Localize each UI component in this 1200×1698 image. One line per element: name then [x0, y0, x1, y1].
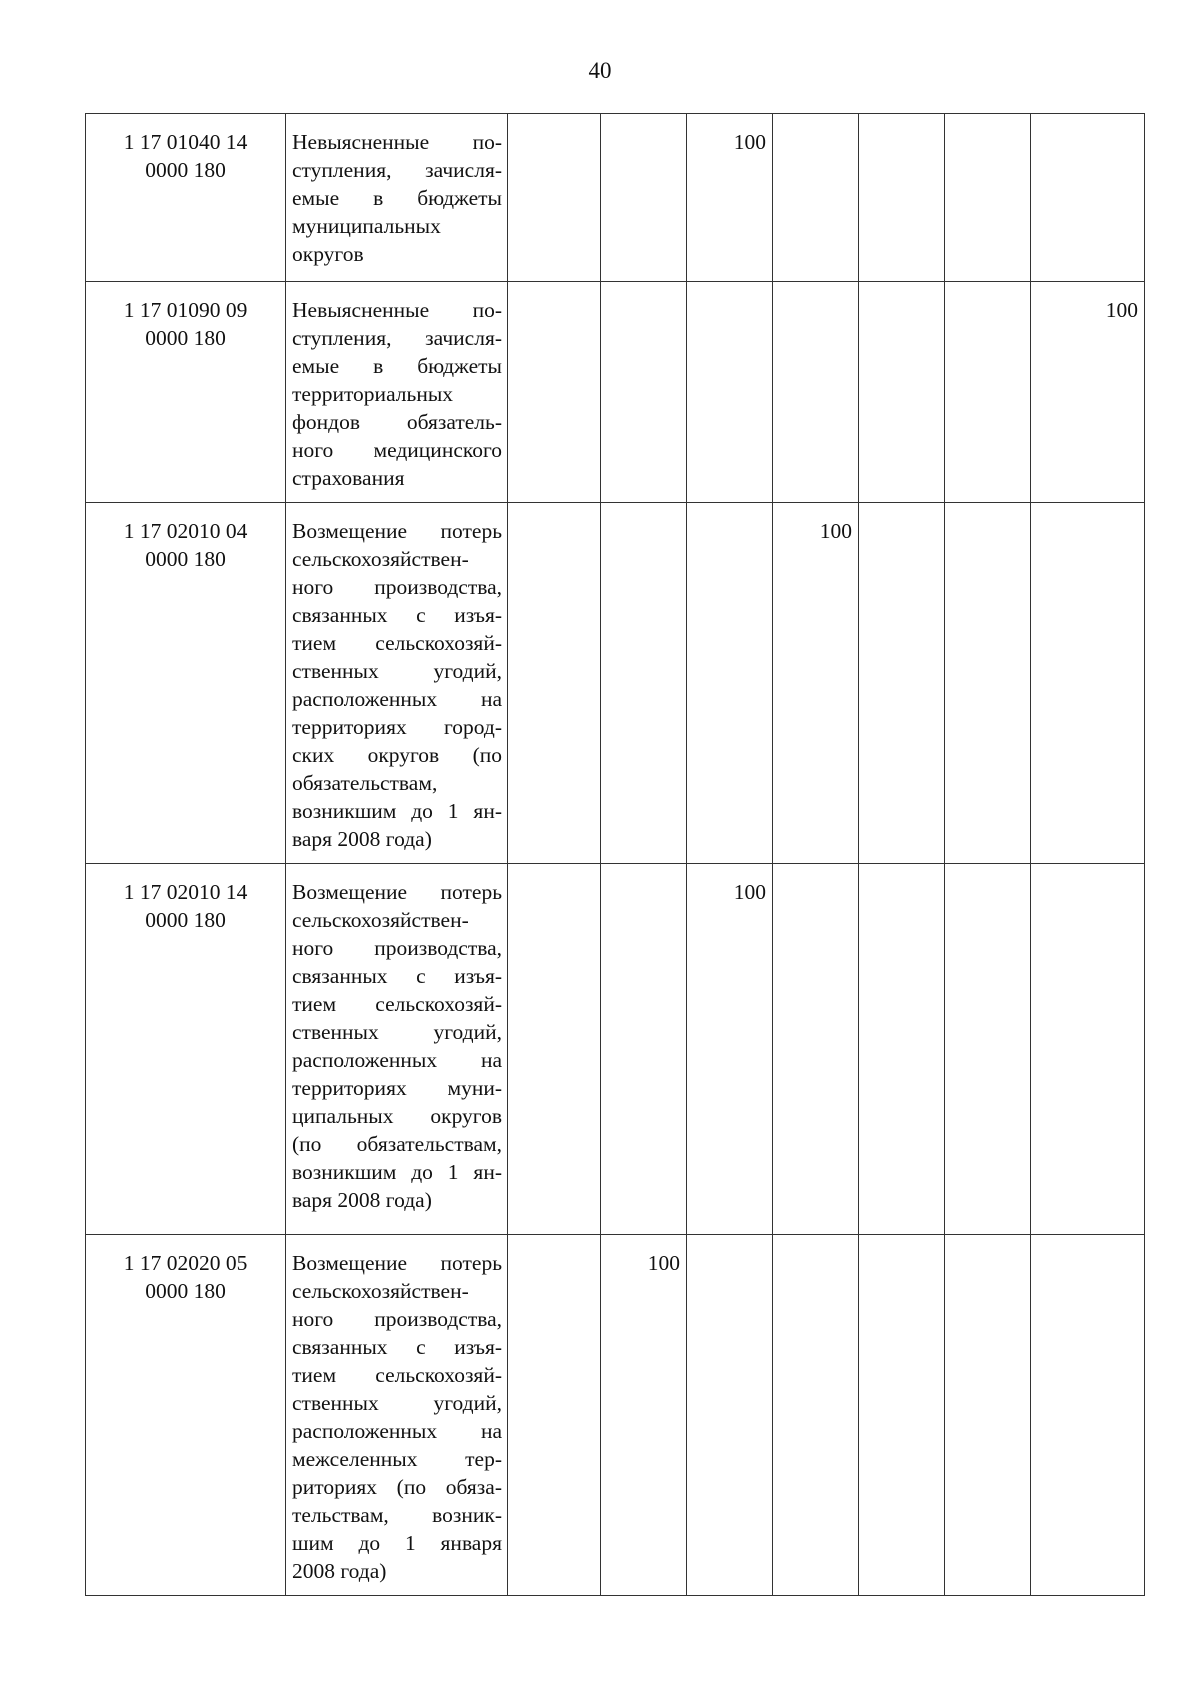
revenue-description-line: ственных угодий,: [292, 1391, 502, 1415]
revenue-description-cell: [286, 503, 508, 864]
revenue-description-line: 2008 года): [292, 1559, 387, 1583]
revenue-distribution-table: [85, 113, 1145, 1596]
percentage-cell: [601, 282, 687, 503]
revenue-description-cell: [286, 1235, 508, 1596]
percentage-cell: [773, 114, 859, 282]
percentage-cell: [687, 282, 773, 503]
percentage-cell: 100: [1031, 282, 1145, 503]
revenue-description-cell: [286, 282, 508, 503]
revenue-description-line: межселенных тер-: [292, 1447, 502, 1471]
percentage-cell: [601, 864, 687, 1235]
revenue-description-line: тием сельскохозяй-: [292, 1363, 502, 1387]
percentage-cell: 100: [773, 503, 859, 864]
revenue-description-line: связанных с изъя-: [292, 1335, 502, 1359]
revenue-description-line: возникшим до 1 ян-: [292, 1160, 502, 1184]
revenue-description-line: Возмещение потерь: [292, 519, 502, 543]
revenue-code-line: 0000 180: [145, 547, 226, 571]
revenue-code-cell: [86, 864, 286, 1235]
table-row: [86, 114, 1145, 282]
percentage-cell: 100: [601, 1235, 687, 1596]
revenue-code-line: 0000 180: [145, 1279, 226, 1303]
percentage-cell: [773, 864, 859, 1235]
revenue-description-line: ских округов (по: [292, 743, 502, 767]
percentage-cell: [508, 282, 601, 503]
revenue-description-line: территориях город-: [292, 715, 502, 739]
revenue-description-line: фондов обязатель-: [292, 410, 502, 434]
revenue-description-line: емые в бюджеты: [292, 186, 502, 210]
table-body: [86, 114, 1145, 1596]
percentage-cell: [859, 282, 945, 503]
table-row: [86, 864, 1145, 1235]
percentage-cell: [1031, 1235, 1145, 1596]
percentage-cell: [687, 1235, 773, 1596]
revenue-code-line: 0000 180: [145, 326, 226, 350]
revenue-description-line: ного производства,: [292, 936, 502, 960]
revenue-description-line: Невыясненные по-: [292, 130, 502, 154]
table-row: [86, 503, 1145, 864]
revenue-description-line: сельскохозяйствен-: [292, 547, 469, 571]
revenue-description-line: ступления, зачисля-: [292, 158, 502, 182]
page-number: 40: [588, 58, 612, 83]
percentage-cell: [601, 114, 687, 282]
revenue-code-line: 1 17 01040 14: [123, 130, 248, 154]
percentage-cell: [1031, 114, 1145, 282]
revenue-description-line: расположенных на: [292, 1048, 502, 1072]
revenue-description-cell: [286, 864, 508, 1235]
revenue-description-line: округов: [292, 242, 364, 266]
percentage-cell: [945, 114, 1031, 282]
revenue-description-line: риториях (по обяза-: [292, 1475, 502, 1499]
revenue-code-cell: [86, 503, 286, 864]
revenue-code-line: 1 17 02020 05: [123, 1251, 248, 1275]
revenue-description-line: ственных угодий,: [292, 1020, 502, 1044]
percentage-cell: [773, 282, 859, 503]
revenue-description-line: страхования: [292, 466, 405, 490]
revenue-code-line: 1 17 01090 09: [123, 298, 248, 322]
revenue-description-line: сельскохозяйствен-: [292, 1279, 469, 1303]
revenue-description-line: возникшим до 1 ян-: [292, 799, 502, 823]
revenue-description-line: муниципальных: [292, 214, 441, 238]
revenue-description-line: варя 2008 года): [292, 1188, 432, 1212]
revenue-description-line: расположенных на: [292, 1419, 502, 1443]
revenue-description-line: Невыясненные по-: [292, 298, 502, 322]
revenue-description-cell: [286, 114, 508, 282]
revenue-description-line: связанных с изъя-: [292, 603, 502, 627]
percentage-cell: [508, 1235, 601, 1596]
percentage-cell: [945, 282, 1031, 503]
revenue-code-cell: [86, 282, 286, 503]
revenue-description-line: Возмещение потерь: [292, 880, 502, 904]
percentage-cell: [508, 864, 601, 1235]
revenue-description-line: связанных с изъя-: [292, 964, 502, 988]
percentage-cell: [859, 864, 945, 1235]
revenue-description-line: тельствам, возник-: [292, 1503, 502, 1527]
revenue-description-line: шим до 1 января: [292, 1531, 502, 1555]
percentage-cell: [687, 503, 773, 864]
percentage-cell: [859, 114, 945, 282]
percentage-cell: [773, 1235, 859, 1596]
revenue-code-line: 0000 180: [145, 908, 226, 932]
revenue-code-cell: [86, 114, 286, 282]
revenue-code-line: 1 17 02010 14: [123, 880, 248, 904]
revenue-description-line: варя 2008 года): [292, 827, 432, 851]
revenue-description-line: ного медицинского: [292, 438, 502, 462]
percentage-cell: [1031, 503, 1145, 864]
percentage-cell: [508, 114, 601, 282]
revenue-description-line: территориях муни-: [292, 1076, 502, 1100]
revenue-code-line: 0000 180: [145, 158, 226, 182]
revenue-description-line: (по обязательствам,: [292, 1132, 502, 1156]
percentage-cell: [945, 1235, 1031, 1596]
percentage-cell: [859, 1235, 945, 1596]
revenue-description-line: сельскохозяйствен-: [292, 908, 469, 932]
percentage-cell: [945, 864, 1031, 1235]
revenue-description-line: ного производства,: [292, 1307, 502, 1331]
revenue-description-line: Возмещение потерь: [292, 1251, 502, 1275]
percentage-cell: [945, 503, 1031, 864]
percentage-cell: 100: [687, 114, 773, 282]
revenue-description-line: обязательствам,: [292, 771, 438, 795]
percentage-cell: [1031, 864, 1145, 1235]
table-row: [86, 282, 1145, 503]
table-row: [86, 1235, 1145, 1596]
revenue-description-line: расположенных на: [292, 687, 502, 711]
revenue-description-line: ципальных округов: [292, 1104, 502, 1128]
revenue-description-line: ступления, зачисля-: [292, 326, 502, 350]
revenue-code-cell: [86, 1235, 286, 1596]
revenue-description-line: тием сельскохозяй-: [292, 631, 502, 655]
percentage-cell: [508, 503, 601, 864]
percentage-cell: [601, 503, 687, 864]
revenue-description-line: ственных угодий,: [292, 659, 502, 683]
revenue-description-line: территориальных: [292, 382, 454, 406]
percentage-cell: 100: [687, 864, 773, 1235]
revenue-description-line: тием сельскохозяй-: [292, 992, 502, 1016]
revenue-code-line: 1 17 02010 04: [123, 519, 248, 543]
revenue-description-line: емые в бюджеты: [292, 354, 502, 378]
revenue-description-line: ного производства,: [292, 575, 502, 599]
percentage-cell: [859, 503, 945, 864]
